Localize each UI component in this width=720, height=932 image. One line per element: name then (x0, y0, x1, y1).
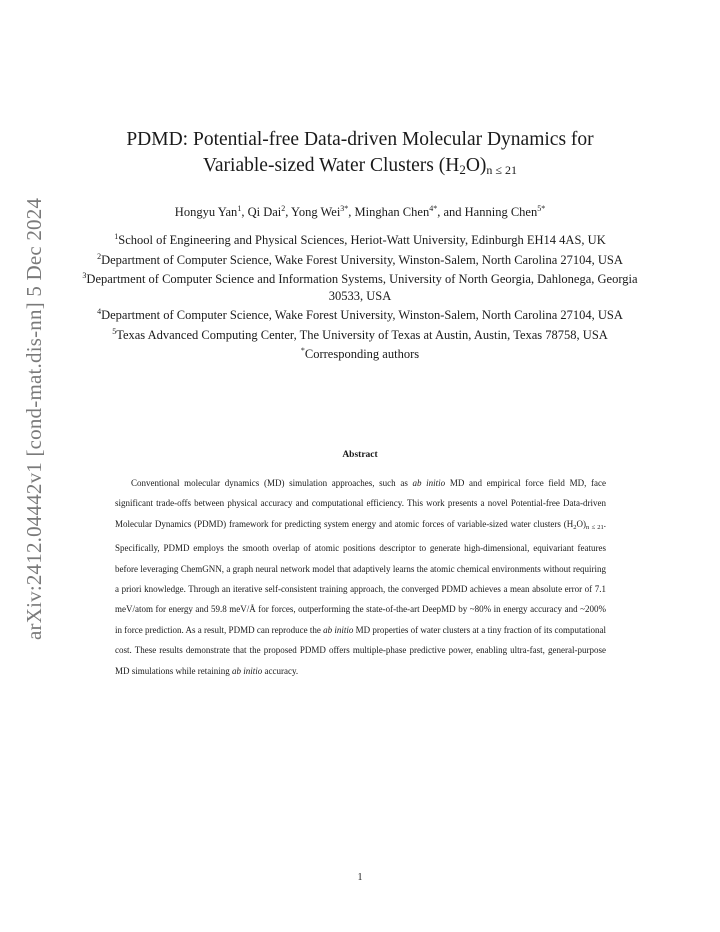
page-number: 1 (357, 872, 363, 883)
corresponding-note: *Corresponding authors (300, 346, 420, 361)
affiliation: $^1$School of Engineering and Physical Sciences, Heriot-Watt University, Edinburgh EH14 4AS, UK (114, 232, 606, 247)
paper-title (100, 127, 620, 183)
affiliation: $^4$Department of Computer Science, Wake Forest University, Winston-Salem, North Carolina 27104, USA (97, 307, 623, 322)
abstract-body: Conventional molecular dynamics (MD) simulation approaches, such as ab initio MD and empirical force field MD, face significant trade-offs between physical accuracy and computational efficiency. This work presents a novel Potential-free Data-driven Molecular Dynamics (PDMD) framework for predicting system energy and atomic forces of variable-sized water clusters $(H_2O)_{n \le 21}$. Specifically, PDMD employs the smooth overlap of atomic positions descriptor to generate high-dimensional, equivariant features before leveraging ChemGNN, a graph neural network model that adaptively learns the atomic chemical environments without requiring a priori knowledge. Through an iterative self-consistent training approach, the converged PDMD achieves a mean absolute error of 7.1 meV/atom for energy and 59.8 meV/Å for forces, outperforming the state-of-the-art DeepMD by ~80% in energy accuracy and ~200% in force prediction. As a result, PDMD can reproduce the ab initio MD properties of water clusters at a tiny fraction of its computational cost. These results demonstrate that the proposed PDMD offers multiple-phase predictive power, enabling ultra-fast, general-purpose MD simulations while retaining ab initio accuracy. (115, 478, 606, 676)
affiliation: $^3$Department of Computer Science and Information Systems, University of North Georgia, Dahlonega, Georgia 30533, USA (82, 271, 638, 303)
author: Hongyu Yan$^1$, (174, 204, 248, 219)
title-line-1: PDMD: Potential-free Data-driven Molecular Dynamics for (126, 129, 594, 150)
affiliation-list (80, 229, 640, 363)
title-line-2: Variable-sized Water Clusters $(H_2O)_{n \le 21}$ (202, 155, 518, 177)
author: Hanning Chen$^{5*}$ (464, 204, 546, 219)
arxiv-sidebar-stamp: arXiv:2412.04442v1 [cond-mat.dis-nn] 5 Dec 2024 (22, 197, 46, 640)
affiliation: $^2$Department of Computer Science, Wake Forest University, Winston-Salem, North Carolina 27104, USA (97, 251, 623, 267)
author-list (80, 201, 640, 220)
author: Qi Dai$^2$, (247, 204, 292, 219)
author: Yong Wei$^{3*}$, (291, 204, 355, 219)
author: Minghan Chen$^{4*}$, and (354, 204, 465, 219)
affiliation: $^5$Texas Advanced Computing Center, The University of Texas at Austin, Austin, Texas 78758, USA (112, 326, 608, 342)
abstract-heading: Abstract (342, 450, 378, 460)
